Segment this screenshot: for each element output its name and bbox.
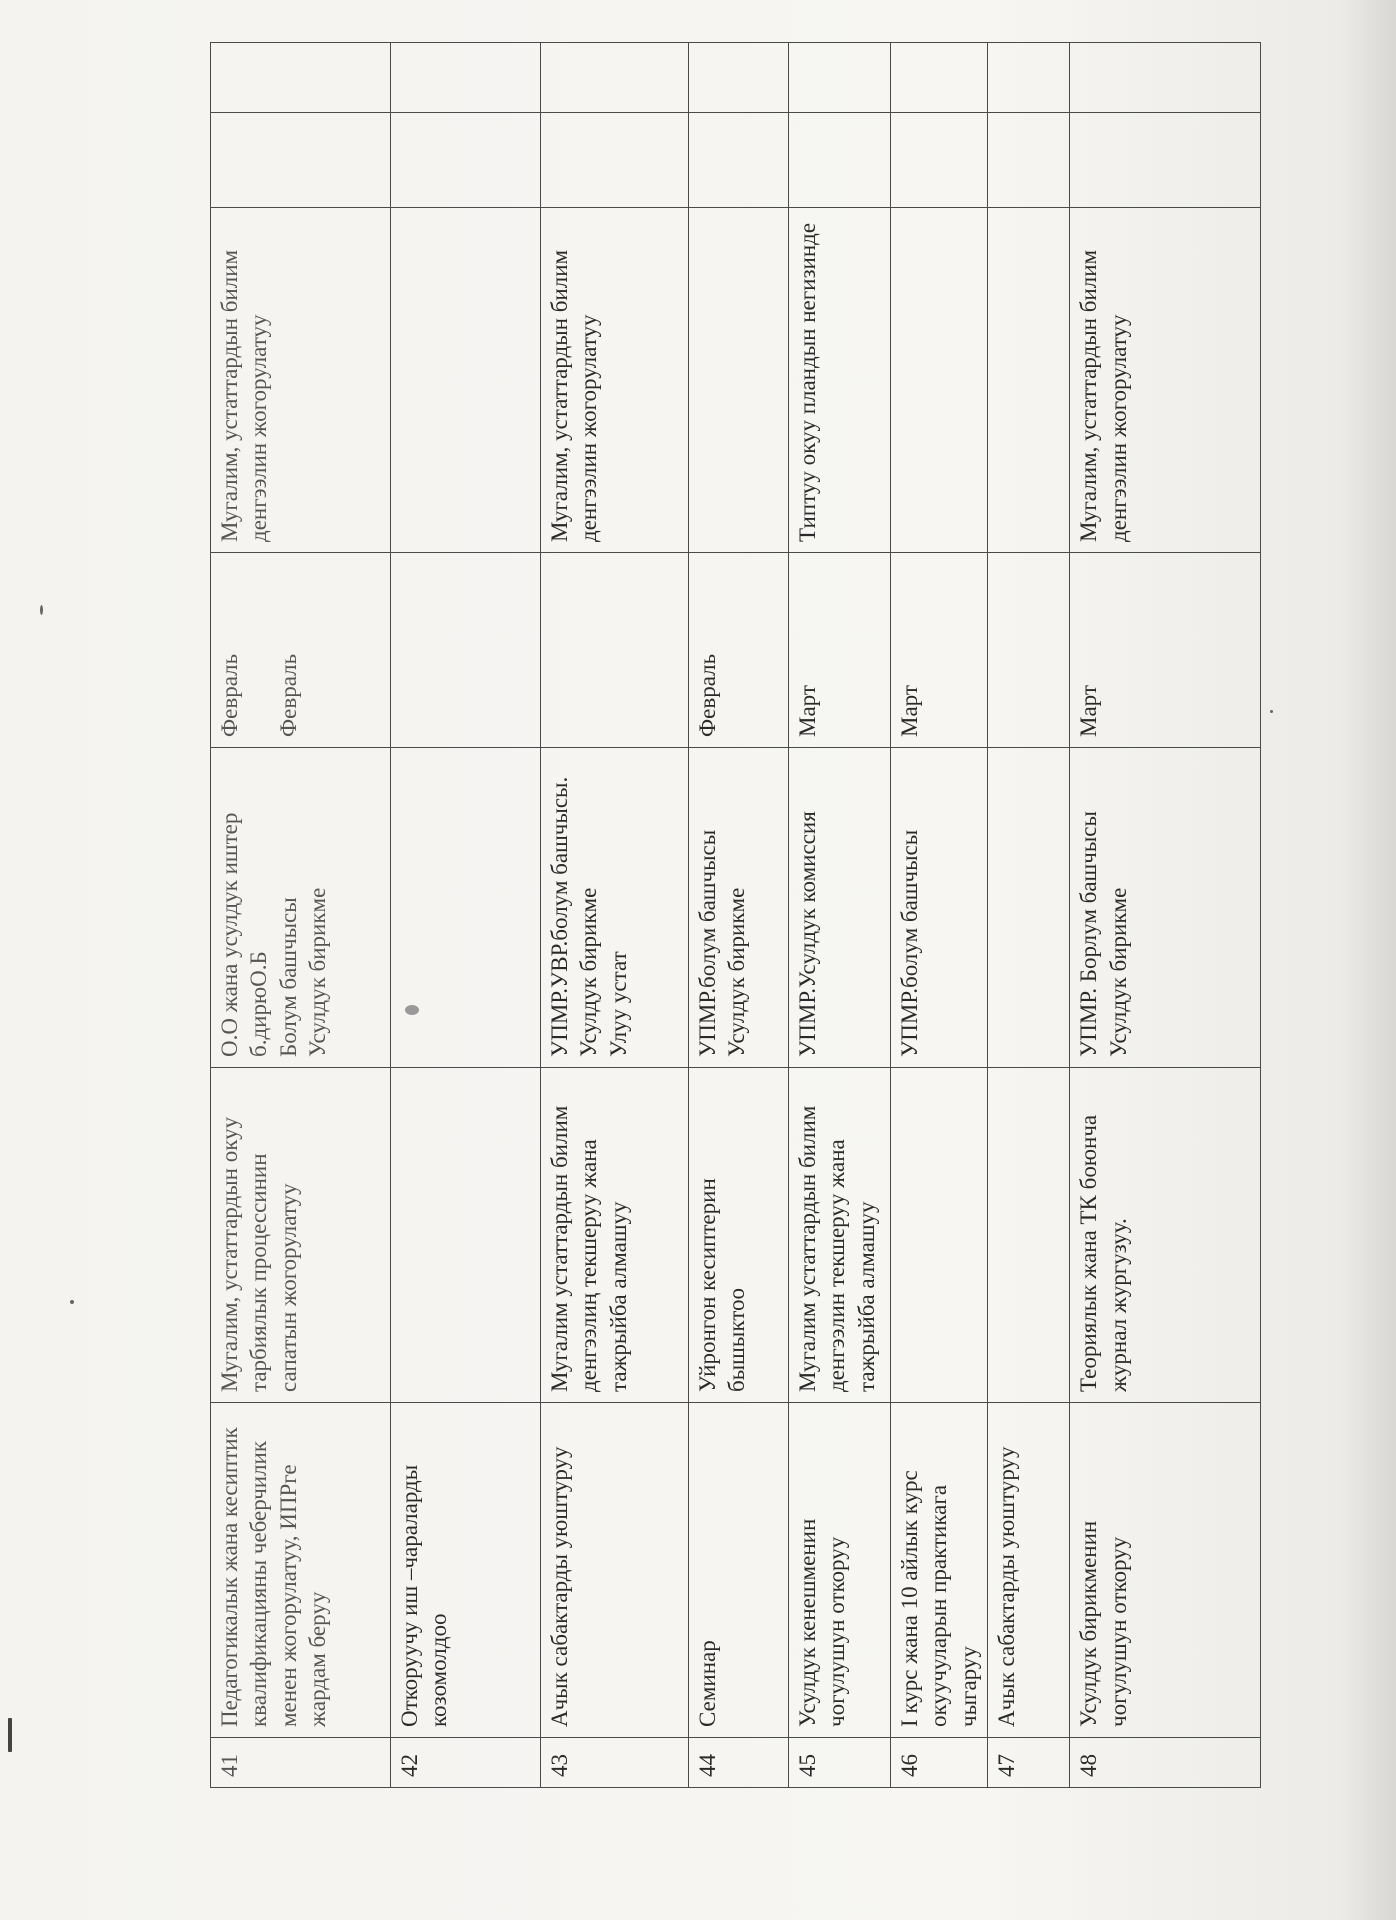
- table-row: [988, 43, 1070, 1788]
- result-cell: [891, 208, 988, 553]
- empty-cell: [211, 113, 391, 208]
- table-row: [789, 43, 891, 1788]
- scan-speck: [40, 605, 43, 615]
- table-row: [211, 43, 391, 1788]
- empty-cell: [891, 113, 988, 208]
- table-row: [391, 43, 541, 1788]
- row-number: 47: [988, 1738, 1070, 1788]
- result-cell: Типтуу окуу пландын негизинде: [789, 208, 891, 553]
- plan-table: [210, 42, 1261, 1788]
- date-cell: Март: [789, 553, 891, 748]
- responsible-cell: О.О жана усулдук иштер б.дирюО.Б Болум башчысы Усулдук бирикме: [211, 748, 391, 1068]
- table-row: [1070, 43, 1261, 1788]
- date-cell: [541, 553, 689, 748]
- empty-cell: [1070, 43, 1261, 113]
- empty-cell: [541, 113, 689, 208]
- result-cell: [988, 208, 1070, 553]
- scan-speck: [70, 1300, 74, 1304]
- date-cell: Февраль: [689, 553, 789, 748]
- table-row: [689, 43, 789, 1788]
- event-cell: Ачык сабактарды уюштуруу: [541, 1403, 689, 1738]
- event-cell: Семинар: [689, 1403, 789, 1738]
- goal-cell: Мугалим устаттардын билим денгээлин текшеруу жана тажрыйба алмашуу: [789, 1068, 891, 1403]
- empty-cell: [689, 43, 789, 113]
- table-row: [541, 43, 689, 1788]
- scan-speck: [1270, 710, 1273, 713]
- date-cell: [988, 553, 1070, 748]
- goal-cell: Теориялык жана ТК боюнча журнал жургузуу.: [1070, 1068, 1261, 1403]
- scan-edge-mark: [8, 1718, 12, 1752]
- event-cell: Ачык сабактарды уюштуруу: [988, 1403, 1070, 1738]
- goal-cell: Мугалим устаттардын билим денгээлиң текшеруу жана тажрыйба алмашуу: [541, 1068, 689, 1403]
- responsible-cell: [391, 748, 541, 1068]
- empty-cell: [789, 113, 891, 208]
- event-cell: Откоруучу иш –чараларды козомолдоо: [391, 1403, 541, 1738]
- goal-cell: [988, 1068, 1070, 1403]
- result-cell: Мугалим, устаттардын билим денгээлин жогорулатуу: [541, 208, 689, 553]
- result-cell: Мугалим, устаттардын билим денгээлин жогорулатуу: [211, 208, 391, 553]
- empty-cell: [988, 43, 1070, 113]
- date-cell: Февраль Февраль: [211, 553, 391, 748]
- empty-cell: [988, 113, 1070, 208]
- result-cell: Мугалим, устаттардын билим денгээлин жогорулатуу: [1070, 208, 1261, 553]
- row-number: 45: [789, 1738, 891, 1788]
- empty-cell: [789, 43, 891, 113]
- empty-cell: [541, 43, 689, 113]
- row-number: 46: [891, 1738, 988, 1788]
- responsible-cell: УПМР.Усулдук комиссия: [789, 748, 891, 1068]
- empty-cell: [891, 43, 988, 113]
- result-cell: [391, 208, 541, 553]
- empty-cell: [1070, 113, 1261, 208]
- row-number: 44: [689, 1738, 789, 1788]
- responsible-cell: [988, 748, 1070, 1068]
- date-cell: Март: [1070, 553, 1261, 748]
- row-number: 43: [541, 1738, 689, 1788]
- responsible-cell: УПМР.болум башчысы: [891, 748, 988, 1068]
- rotated-table-wrapper: [210, 43, 1258, 1788]
- goal-cell: [891, 1068, 988, 1403]
- table-row: [891, 43, 988, 1788]
- goal-cell: [391, 1068, 541, 1403]
- empty-cell: [211, 43, 391, 113]
- empty-cell: [391, 43, 541, 113]
- responsible-cell: УПМР. Борлум башчысы Усулдук бирикме: [1070, 748, 1261, 1068]
- event-cell: Усулдук бирикменин чогулушун откоруу: [1070, 1403, 1261, 1738]
- result-cell: [689, 208, 789, 553]
- goal-cell: Уйронгон кесиптерин бышыктоо: [689, 1068, 789, 1403]
- event-cell: Усулдук кенешменин чогулушун откоруу: [789, 1403, 891, 1738]
- goal-cell: Мугалим, устаттардын окуу тарбиялык процессинин сапатын жогорулатуу: [211, 1068, 391, 1403]
- responsible-cell: УПМР.УВР.болум башчысы. Усулдук бирикме Улуу устат: [541, 748, 689, 1068]
- row-number: 48: [1070, 1738, 1261, 1788]
- row-number: 41: [211, 1738, 391, 1788]
- date-cell: [391, 553, 541, 748]
- empty-cell: [391, 113, 541, 208]
- responsible-cell: УПМР.болум башчысы Усулдук бирикме: [689, 748, 789, 1068]
- date-cell: Март: [891, 553, 988, 748]
- row-number: 42: [391, 1738, 541, 1788]
- event-cell: I курс жана 10 айлык курс окуучуларын практикага чыгаруу: [891, 1403, 988, 1738]
- event-cell: Педагогикалык жана кесиптик квалификацияны чеберчилик менен жогорулатуу, ИПРге жардам беруу: [211, 1403, 391, 1738]
- empty-cell: [689, 113, 789, 208]
